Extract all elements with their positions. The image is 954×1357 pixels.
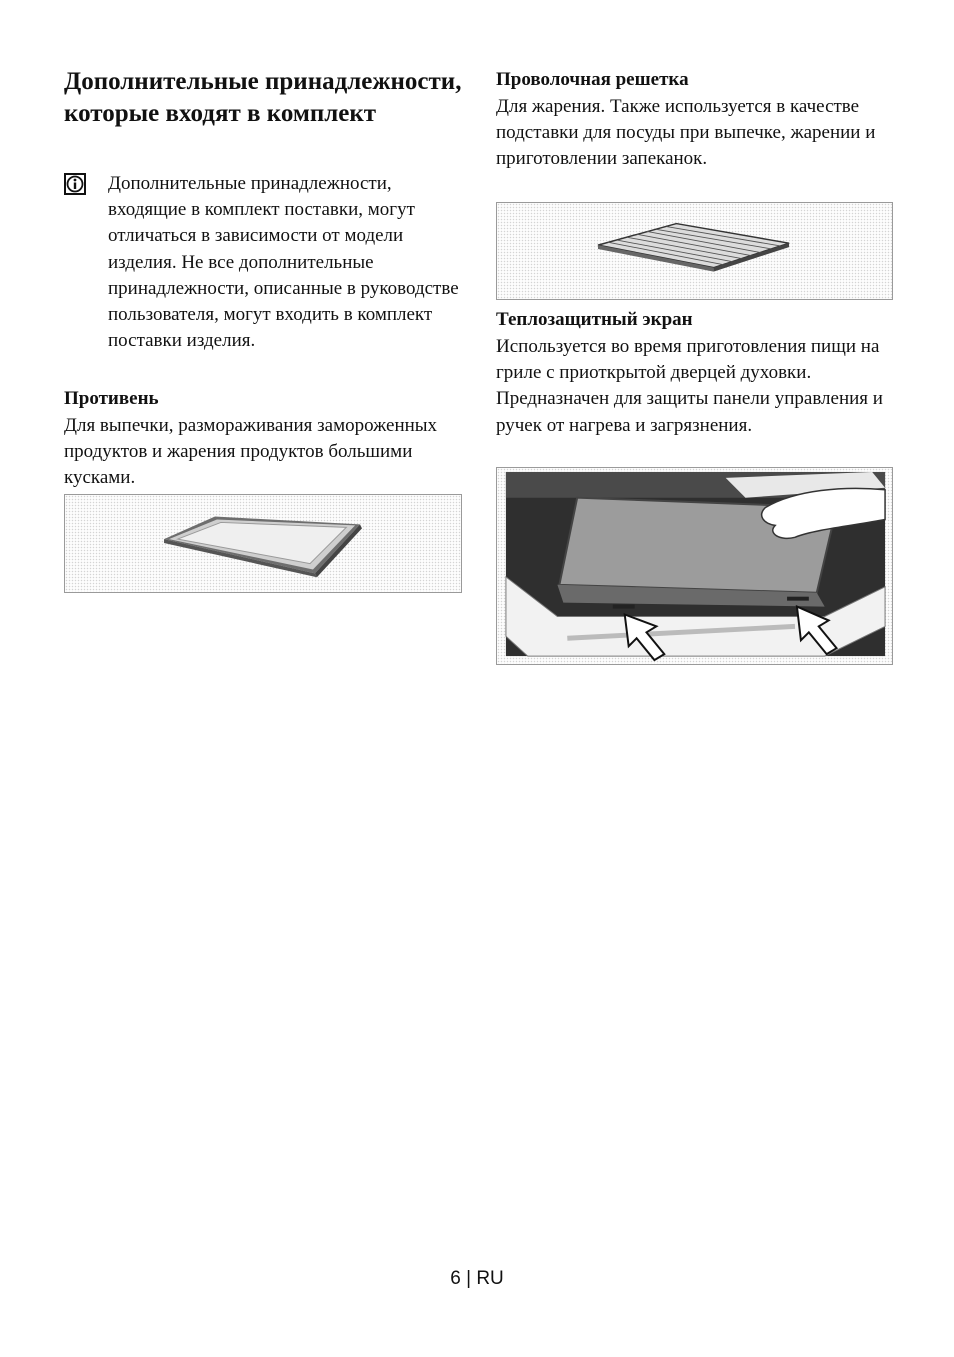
section-heading-baking-tray: Противень (64, 388, 159, 409)
section-heading-wire-rack: Проволочная решетка (496, 69, 689, 90)
section-text-heat-shield: Используется во время приготовления пищи на гриле с приоткрытой дверцей духовки. Предназначен для защиты панели управления и ручек от нагрева и загрязнения. (496, 336, 883, 436)
info-note-text: Дополнительные принадлежности, входящие в комплект поставки, могут отличаться в зависимости от модели изделия. Не все дополнительные принадлежности, описанные в руководстве пользователя, могут входить в комплект поставки изделия. (108, 173, 459, 352)
section-heading-heat-shield: Теплозащитный экран (496, 309, 693, 330)
baking-tray-illustration (65, 495, 461, 592)
baking-tray-figure (64, 494, 462, 593)
heat-shield-illustration (497, 468, 892, 664)
page-footer (0, 1268, 954, 1290)
section-text-wire-rack: Для жарения. Также используется в качестве подставки для посуды при выпечке, жарении и приготовлении запеканок. (496, 96, 876, 170)
page-number: 6 (450, 1268, 461, 1289)
language-code: RU (476, 1268, 504, 1289)
wire-rack-figure (496, 202, 893, 300)
wire-rack-illustration (497, 203, 892, 299)
heat-shield-figure (496, 467, 893, 665)
footer-separator: | (466, 1268, 472, 1289)
info-icon (64, 173, 86, 195)
page-title: Дополнительные принадлежности, которые входят в комплект (64, 68, 462, 127)
section-text-baking-tray: Для выпечки, размораживания замороженных продуктов и жарения продуктов большими кусками. (64, 415, 438, 489)
